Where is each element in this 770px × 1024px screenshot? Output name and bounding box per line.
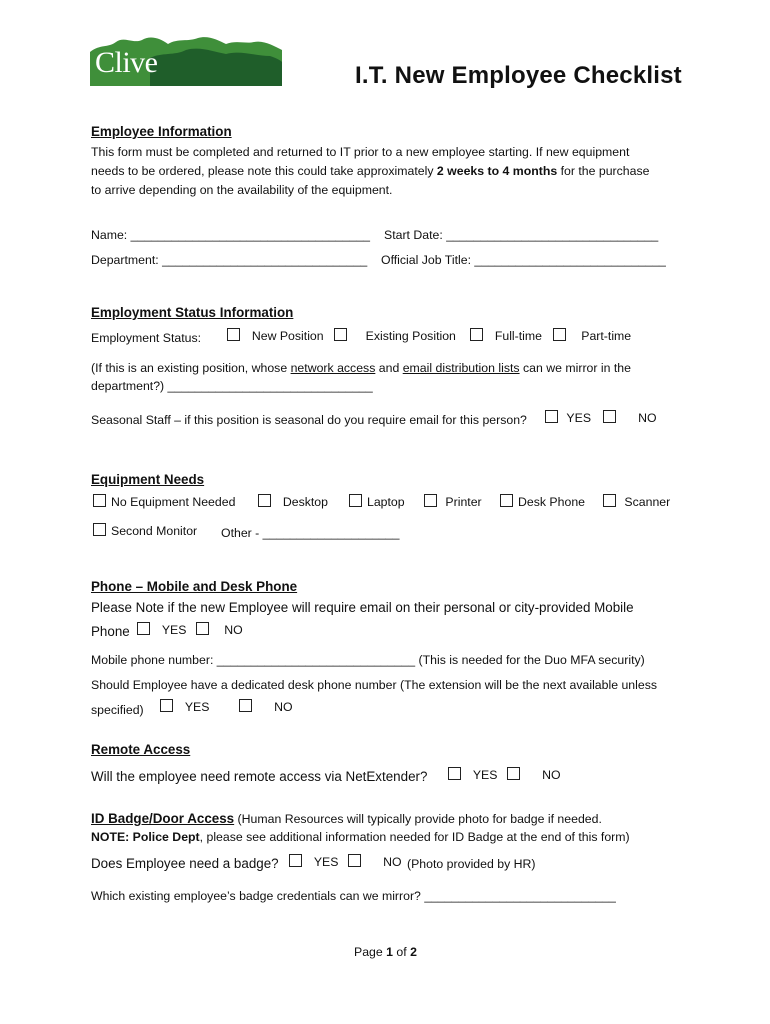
checkbox[interactable]	[603, 494, 616, 507]
badge-question: Does Employee need a badge?	[91, 856, 279, 871]
checkbox[interactable]	[93, 523, 106, 536]
badge-heading-line: ID Badge/Door Access (Human Resources will typically provide photo for badge if needed.	[91, 811, 602, 826]
name-field[interactable]: Name: ___________________________________	[91, 228, 370, 242]
equipment-heading: Equipment Needs	[91, 472, 205, 487]
option-new-position[interactable]: New Position	[227, 328, 324, 343]
desk-phone-yes[interactable]: YES	[160, 699, 209, 714]
employment-status-heading: Employment Status Information	[91, 305, 294, 320]
start-date-field[interactable]: Start Date: _______________________________	[384, 228, 659, 242]
equip-desk-phone[interactable]: Desk Phone	[500, 494, 585, 509]
equip-laptop[interactable]: Laptop	[349, 494, 405, 509]
checkbox[interactable]	[424, 494, 437, 507]
intro-line-3: to arrive depending on the availability of the equipment.	[91, 183, 393, 197]
job-title-field[interactable]: Official Job Title: ____________________________	[381, 253, 666, 267]
checkbox[interactable]	[137, 622, 150, 635]
equip-scanner[interactable]: Scanner	[603, 494, 670, 509]
checkbox[interactable]	[603, 410, 616, 423]
equip-printer[interactable]: Printer	[424, 494, 482, 509]
logo-text: Clive	[95, 46, 158, 79]
desk-phone-question-2: specified)	[91, 703, 144, 717]
mirror-department-field[interactable]: department?) ______________________________	[91, 379, 373, 393]
remote-yes[interactable]: YES	[448, 767, 497, 782]
intro-line-1: This form must be completed and returned to IT prior to a new employee starting. If new equipment	[91, 145, 630, 159]
phone-heading: Phone – Mobile and Desk Phone	[91, 579, 298, 594]
badge-heading: ID Badge/Door Access	[91, 811, 235, 826]
badge-mirror-field[interactable]: Which existing employee’s badge credentials can we mirror? ____________________________	[91, 889, 616, 903]
checkbox[interactable]	[289, 854, 302, 867]
checkbox[interactable]	[160, 699, 173, 712]
checkbox[interactable]	[470, 328, 483, 341]
page-title: I.T. New Employee Checklist	[355, 62, 682, 89]
employee-info-heading: Employee Information	[91, 124, 232, 139]
checkbox[interactable]	[196, 622, 209, 635]
checkbox[interactable]	[553, 328, 566, 341]
mirror-question: (If this is an existing position, whose network access and email distribution lists can we mirror in the	[91, 361, 631, 375]
desk-phone-question: Should Employee have a dedicated desk phone number (The extension will be the next available unless	[91, 678, 658, 692]
equip-desktop[interactable]: Desktop	[258, 494, 328, 509]
badge-note: NOTE: Police Dept, please see additional information needed for ID Badge at the end of this form)	[91, 830, 630, 844]
page-number: Page 1 of 2	[354, 945, 417, 959]
intro-line-2: needs to be ordered, please note this could take approximately 2 weeks to 4 months for the purchase	[91, 164, 650, 178]
badge-yes[interactable]: YES	[289, 854, 338, 869]
equip-other-field[interactable]: Other - ____________________	[221, 526, 400, 540]
badge-no[interactable]: NO	[348, 854, 402, 869]
checkbox[interactable]	[239, 699, 252, 712]
mobile-email-yes[interactable]: YES	[137, 622, 186, 637]
employment-status-label: Employment Status:	[91, 331, 202, 345]
department-field[interactable]: Department: ______________________________	[91, 253, 368, 267]
option-existing-position[interactable]: Existing Position	[334, 328, 456, 343]
mobile-email-no[interactable]: NO	[196, 622, 243, 637]
option-part-time[interactable]: Part-time	[553, 328, 631, 343]
checkbox[interactable]	[227, 328, 240, 341]
checkbox[interactable]	[448, 767, 461, 780]
equip-second-monitor[interactable]: Second Monitor	[93, 523, 197, 538]
checkbox[interactable]	[348, 854, 361, 867]
checkbox[interactable]	[258, 494, 271, 507]
seasonal-question: Seasonal Staff – if this position is seasonal do you require email for this person?	[91, 413, 527, 427]
seasonal-no[interactable]: NO	[603, 410, 657, 425]
mobile-number-field[interactable]: Mobile phone number: _____________________________ (This is needed for the Duo MFA security)	[91, 653, 645, 667]
phone-note-line-1: Please Note if the new Employee will require email on their personal or city-provided Mobile	[91, 600, 634, 615]
checkbox[interactable]	[334, 328, 347, 341]
desk-phone-no[interactable]: NO	[239, 699, 293, 714]
badge-photo-note: (Photo provided by HR)	[407, 857, 536, 871]
checkbox[interactable]	[500, 494, 513, 507]
checkbox[interactable]	[507, 767, 520, 780]
remote-heading: Remote Access	[91, 742, 191, 757]
checkbox[interactable]	[545, 410, 558, 423]
remote-question: Will the employee need remote access via NetExtender?	[91, 769, 428, 784]
option-full-time[interactable]: Full-time	[470, 328, 542, 343]
checkbox[interactable]	[349, 494, 362, 507]
seasonal-yes[interactable]: YES	[545, 410, 591, 425]
equip-no-equipment[interactable]: No Equipment Needed	[93, 494, 235, 509]
phone-note-line-2: Phone	[91, 624, 130, 639]
checkbox[interactable]	[93, 494, 106, 507]
remote-no[interactable]: NO	[507, 767, 561, 782]
